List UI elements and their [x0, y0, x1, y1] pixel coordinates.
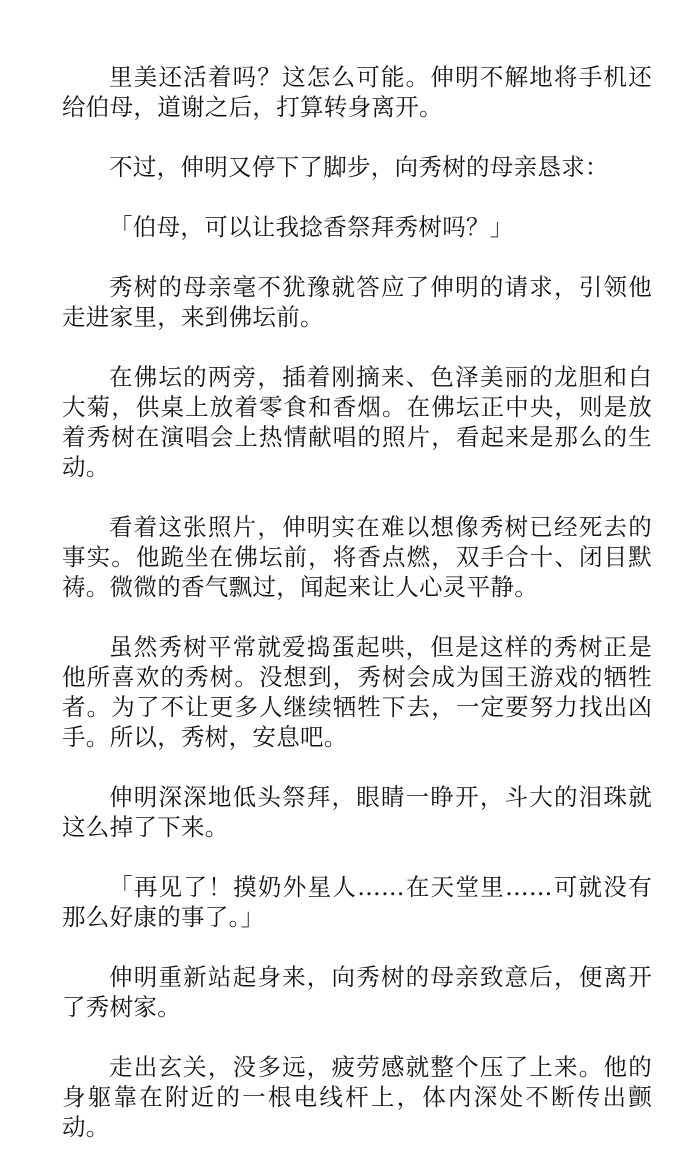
paragraph-6: 看着这张照片，伸明实在难以想像秀树已经死去的事实。他跪坐在佛坛前，将香点燃，双手合十、闭目默祷。微微的香气飘过，闻起来让人心灵平静。: [62, 513, 652, 601]
document-page: [62, 62, 652, 1172]
paragraph-10: 伸明重新站起身来，向秀树的母亲致意后，便离开了秀树家。: [62, 963, 652, 1021]
paragraph-3: 「伯母，可以让我捻香祭拜秀树吗？」: [109, 213, 514, 241]
paragraph-11: 走出玄关，没多远，疲劳感就整个压了上来。他的身躯靠在附近的一根电线杆上，体内深处不断传出颤动。: [62, 1053, 652, 1141]
paragraph-2: 不过，伸明又停下了脚步，向秀树的母亲恳求：: [109, 153, 609, 181]
paragraph-5: 在佛坛的两旁，插着刚摘来、色泽美丽的龙胆和白大菊，供桌上放着零食和香烟。在佛坛正中央，则是放着秀树在演唱会上热情献唱的照片，看起来是那么的生动。: [62, 363, 652, 481]
paragraph-1: 里美还活着吗？这怎么可能。伸明不解地将手机还给伯母，道谢之后，打算转身离开。: [62, 63, 652, 121]
paragraph-9: 「再见了！摸奶外星人……在天堂里……可就没有那么好康的事了。」: [62, 873, 652, 931]
paragraph-4: 秀树的母亲毫不犹豫就答应了伸明的请求，引领他走进家里，来到佛坛前。: [62, 273, 652, 331]
paragraph-7: 虽然秀树平常就爱捣蛋起哄，但是这样的秀树正是他所喜欢的秀树。没想到，秀树会成为国王游戏的牺牲者。为了不让更多人继续牺牲下去，一定要努力找出凶手。所以，秀树，安息吧。: [62, 633, 652, 751]
paragraph-8: 伸明深深地低头祭拜，眼睛一睁开，斗大的泪珠就这么掉了下来。: [62, 783, 652, 841]
